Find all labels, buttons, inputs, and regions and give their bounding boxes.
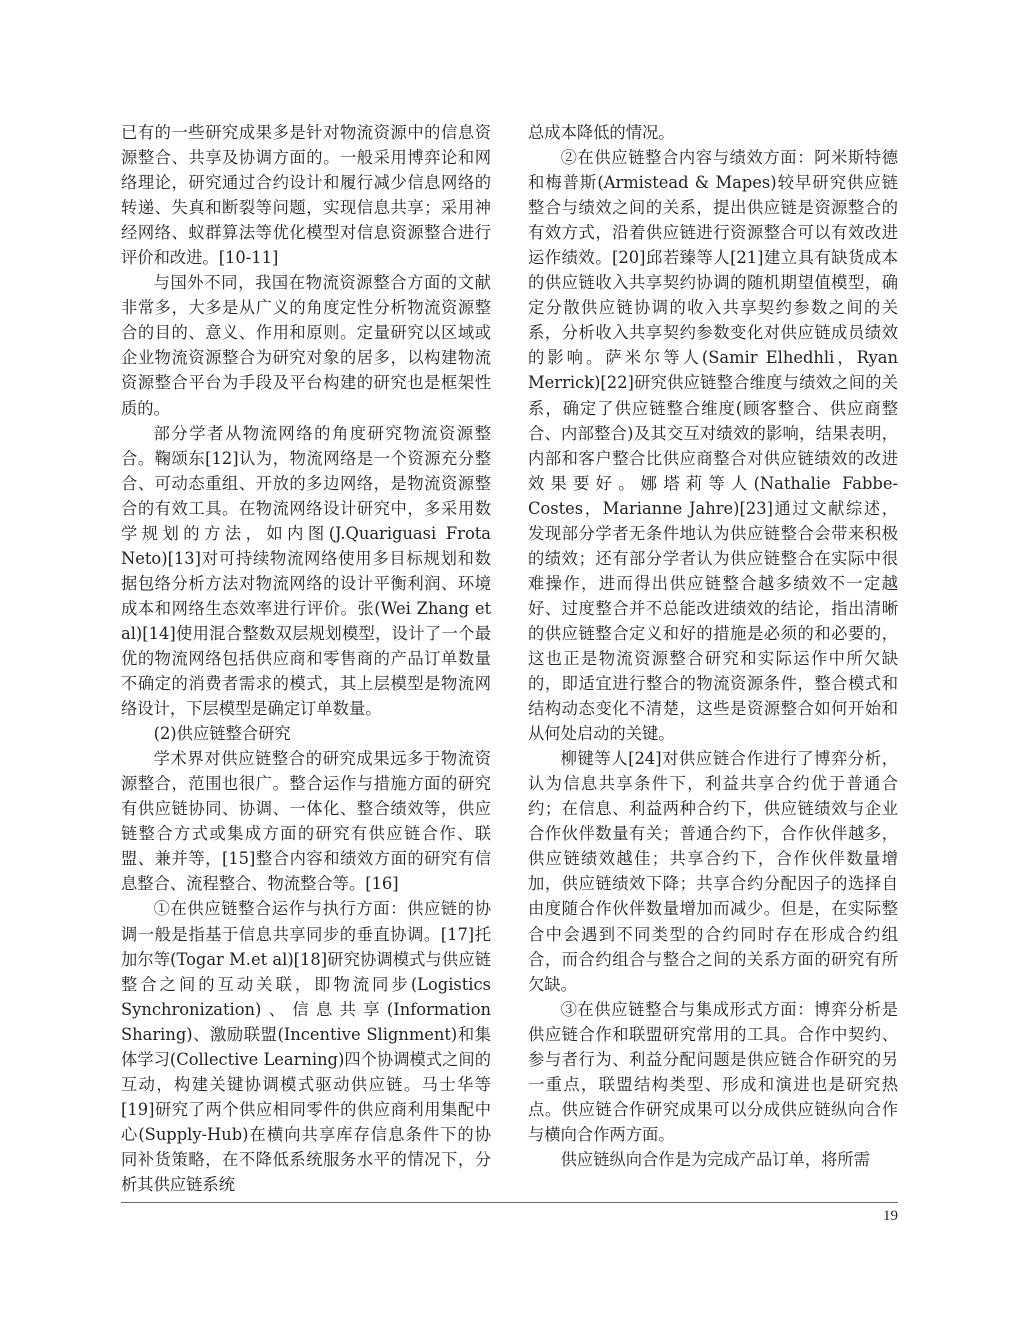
- paragraph: 柳键等人[24]对供应链合作进行了博弈分析，认为信息共享条件下，利益共享合约优于普通合约；在信息、利益两种合约下，供应链绩效与企业合作伙伴数量有关；普通合约下，合作伙伴越多，供应链绩效越佳；共享合约下，合作伙伴数量增加，供应链绩效下降；共享合约分配因子的选择自由度随合作伙伴数量增加而减少。但是，在实际整合中会遇到不同类型的合约同时存在形成合约组合，而合约组合与整合之间的关系方面的研究有所欠缺。: [528, 749, 898, 994]
- paragraph: 与国外不同，我国在物流资源整合方面的文献非常多，大多是从广义的角度定性分析物流资源整合的目的、意义、作用和原则。定量研究以区域或企业物流资源整合为研究对象的居多，以构建物流资源整合平台为手段及平台构建的研究也是框架性质的。: [121, 273, 491, 418]
- paragraph: 总成本降低的情况。: [528, 123, 675, 142]
- right-column: [528, 120, 898, 1172]
- paragraph: 部分学者从物流网络的角度研究物流资源整合。鞠颂东[12]认为，物流网络是一个资源充分整合、可动态重组、开放的多边网络，是物流资源整合的有效工具。在物流网络设计研究中，多采用数学规划的方法，如内图(J.Quariguasi Frota Neto)[13]对可持续物流网络使用多目标规划和数据包络分析方法对物流网络的设计平衡利润、环境成本和网络生态效率进行评价。张(Wei Zhang et al)[14]使用混合整数双层规划模型，设计了一个最优的物流网络包括供应商和零售商的产品订单数量不确定的消费者需求的模式，其上层模型是物流网络设计，下层模型是确定订单数量。: [121, 423, 491, 719]
- page-number: 19: [883, 1208, 898, 1224]
- left-column: [121, 120, 491, 1197]
- paragraph: 供应链纵向合作是为完成产品订单，将所需: [560, 1149, 870, 1169]
- footer-divider: [121, 1202, 898, 1203]
- paragraph: 已有的一些研究成果多是针对物流资源中的信息资源整合、共享及协调方面的。一般采用博弈论和网络理论，研究通过合约设计和履行减少信息网络的转递、失真和断裂等问题，实现信息共享；采用神经网络、蚁群算法等优化模型对信息资源整合进行评价和改进。[10-11]: [121, 123, 491, 268]
- paragraph: 学术界对供应链整合的研究成果远多于物流资源整合，范围也很广。整合运作与措施方面的研究有供应链协同、协调、一体化、整合绩效等，供应链整合方式或集成方面的研究有供应链合作、联盟、兼并等，[15]整合内容和绩效方面的研究有信息整合、流程整合、物流整合等。[16]: [121, 749, 491, 894]
- section-heading: (2)供应链整合研究: [153, 724, 291, 744]
- paragraph: ②在供应链整合内容与绩效方面：阿米斯特德和梅普斯(Armistead & Mapes)较早研究供应链整合与绩效之间的关系，提出供应链是资源整合的有效方式，沿着供应链进行资源整合可以有效改进运作绩效。[20]邱若臻等人[21]建立具有缺货成本的供应链收入共享契约协调的随机期望值模型，确定分散供应链协调的收入共享契约参数之间的关系，分析收入共享契约参数变化对供应链成员绩效的影响。萨米尔等人(Samir Elhedhli，Ryan Merrick)[22]研究供应链整合维度与绩效之间的关系，确定了供应链整合维度(顾客整合、供应商整合、内部整合)及其交互对绩效的影响，结果表明，内部和客户整合比供应商整合对供应链绩效的改进效果要好。娜塔莉等人(Nathalie Fabbe-Costes，Marianne Jahre)[23]通过文献综述，发现部分学者无条件地认为供应链整合会带来积极的绩效；还有部分学者认为供应链整合在实际中很难操作，进而得出供应链整合越多绩效不一定越好、过度整合并不总能改进绩效的结论，指出清晰的供应链整合定义和好的措施是必须的和必要的，这也正是物流资源整合研究和实际运作中所欠缺的，即适宜进行整合的物流资源条件，整合模式和结构动态变化不清楚，这些是资源整合如何开始和从何处启动的关键。: [528, 148, 898, 744]
- paragraph: ①在供应链整合运作与执行方面：供应链的协调一般是指基于信息共享同步的垂直协调。[17]托加尔等(Togar M.et al)[18]研究协调模式与供应链整合之间的互动关联，即物流同步(Logistics Synchronization)、信息共享(Information Sharing)、激励联盟(Incentive Slignment)和集体学习(Collective Learning)四个协调模式之间的互动，构建关键协调模式驱动供应链。马士华等[19]研究了两个供应相同零件的供应商利用集配中心(Supply-Hub)在横向共享库存信息条件下的协同补货策略，在不降低系统服务水平的情况下，分析其供应链系统: [121, 899, 491, 1194]
- paragraph: ③在供应链整合与集成形式方面：博弈分析是供应链合作和联盟研究常用的工具。合作中契约、参与者行为、利益分配问题是供应链合作研究的另一重点，联盟结构类型、形成和演进也是研究热点。供应链合作研究成果可以分成供应链纵向合作与横向合作两方面。: [528, 999, 898, 1144]
